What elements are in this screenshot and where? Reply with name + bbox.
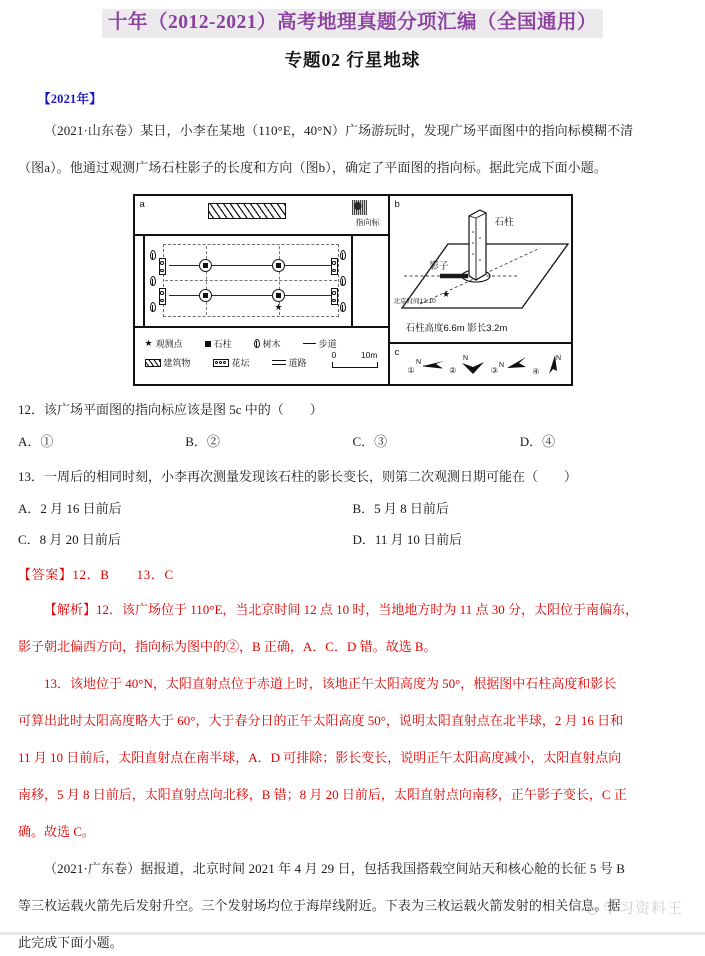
panel-a-legend — [135, 326, 388, 384]
legend-label-road: 道路 — [288, 358, 307, 369]
north-arrow-icon-3 — [499, 354, 529, 376]
panel-b-shadow-label: 影子 — [429, 261, 449, 273]
walkway-lower — [169, 295, 333, 296]
observation-point-star: ★ — [274, 302, 283, 313]
q12-option-d[interactable]: D．④ — [519, 434, 556, 450]
analysis-q13-line-2: 可算出此时太阳高度略大于 60°，大于春分日的正午太阳高度 50°，说明太阳直射点在北半球，2 月 16 日和 — [18, 713, 624, 729]
q12-option-b[interactable]: B．② — [185, 434, 220, 450]
north-arrow-icon-4 — [541, 353, 567, 377]
legend-label-building: 建筑物 — [163, 358, 191, 369]
compass-option-3 — [491, 354, 529, 376]
flowerbed-left-1 — [159, 258, 166, 275]
legend-road — [272, 356, 307, 369]
scale-bar — [332, 350, 378, 368]
tree-left-3 — [150, 302, 156, 312]
legend-tree — [254, 337, 281, 350]
answer-label: 【答案】 — [18, 567, 73, 583]
walkway-upper — [169, 265, 333, 266]
q12-option-c[interactable]: C．③ — [352, 434, 388, 450]
scale-bar-graphic — [332, 362, 378, 368]
line-icon — [303, 343, 316, 344]
exam-figure — [133, 194, 573, 386]
figure-panels-bc — [390, 196, 571, 384]
watermark — [579, 897, 683, 918]
hatch-icon — [145, 359, 161, 367]
compass-option-2 — [449, 354, 487, 376]
legend-walkway — [303, 337, 337, 350]
q13-option-c[interactable]: C．8 月 20 日前后 — [18, 532, 121, 548]
year-tag: 【2021年】 — [38, 92, 102, 107]
legend-label-flowerbed: 花坛 — [231, 358, 250, 369]
figure-panel-a — [135, 196, 390, 384]
passage-2-line-3: 此完成下面小题。 — [18, 935, 123, 951]
passage-2-line-1: （2021·广东卷）据报道，北京时间 2021 年 4 月 29 日，包括我国搭载空间站天和核心舱的长征 5 号 B — [44, 861, 626, 877]
legend-flowerbed — [213, 356, 250, 369]
compass-option-1 — [408, 354, 446, 376]
q13-option-a[interactable]: A．2 月 16 日前后 — [18, 501, 122, 517]
svg-text:N: N — [555, 355, 561, 363]
double-line-icon — [272, 360, 286, 365]
watermark-text: 学习资料王 — [602, 900, 683, 917]
flowerbed-right-1 — [331, 258, 338, 275]
tree-left-2 — [150, 276, 156, 286]
compass-option-4 — [532, 353, 566, 377]
analysis-label: 【解析】 — [44, 602, 97, 618]
passage-2-line-2: 等三枚运载火箭先后发射升空。三个发射场均位于海岸线附近。下表为三枚运载火箭发射的相关信息。据 — [18, 898, 621, 914]
panel-b-letter: b — [394, 199, 400, 211]
analysis-q13-line-4: 南移，5 月 8 日前后，太阳直射点向北移，B 错；8 月 20 日前后，太阳直射点向南移，正午影子变长，C 正 — [18, 787, 627, 803]
panel-a-top-strip — [135, 196, 388, 236]
analysis-q12-line-2: 影子朝北偏西方向，指向标为图中的②，B 正确，A．C．D 错。故选 B。 — [18, 639, 437, 655]
q13-option-d[interactable]: D．11 月 10 日前后 — [352, 532, 463, 548]
q13-option-b[interactable]: B．5 月 8 日前后 — [352, 501, 449, 517]
panel-b-time-label: 北京时间12:10 — [393, 298, 436, 306]
road-right — [351, 236, 353, 326]
analysis-q13-line-5: 确。故选 C。 — [18, 824, 95, 840]
panel-b-pillar-label: 石柱 — [494, 217, 514, 229]
legend-label-walkway: 步道 — [318, 339, 337, 350]
tree-icon — [254, 339, 260, 348]
tree-left-1 — [150, 250, 156, 260]
panel-a-letter: a — [139, 199, 145, 211]
tree-right-1 — [340, 250, 346, 260]
svg-text:N: N — [415, 359, 421, 367]
panel-b-caption: 石柱高度6.6m 影长3.2m — [405, 323, 508, 335]
option-2-number: ② — [449, 366, 457, 376]
question-12-stem: 12．该广场平面图的指向标应该是图 5c 中的（ ） — [18, 402, 323, 418]
document-headline: 十年（2012-2021）高考地理真题分项汇编（全国通用） — [102, 9, 603, 38]
answer-line — [18, 564, 687, 586]
analysis-q12-line-1 — [18, 597, 687, 623]
north-arrow-icon-1 — [416, 354, 446, 376]
analysis-q13-line-3: 11 月 10 日前后，太阳直射点在南半球，A．D 可排除；影长变长，说明正午太阳高度减小，太阳直射点向 — [18, 750, 622, 766]
legend-row-1 — [145, 337, 337, 350]
passage-1-line-2: （图a）。他通过观测广场石柱影子的长度和方向（图b），确定了平面图的指向标。据此完成下面小题。 — [18, 160, 607, 176]
q12-option-a[interactable]: A．① — [18, 434, 54, 450]
legend-row-2 — [145, 356, 307, 369]
scale-numbers — [332, 350, 378, 360]
star-icon: ★ — [144, 338, 153, 349]
analysis-q12-text-1: 12．该广场位于 110°E，当北京时间 12 点 10 时，当地地方时为 11 点 30 分，太阳位于南偏东， — [96, 602, 638, 618]
stone-pillar-4 — [272, 289, 285, 302]
legend-building — [145, 356, 191, 369]
road-left — [143, 236, 145, 326]
option-3-number: ③ — [490, 366, 498, 376]
legend-stone-pillar — [205, 337, 232, 350]
question-13-options-row-1 — [18, 498, 687, 520]
building-symbol — [208, 203, 286, 219]
figure-container — [0, 194, 705, 386]
scale-max: 10m — [360, 350, 378, 361]
answer-text: 12．B 13．C — [72, 567, 174, 583]
question-13-options-row-2 — [18, 529, 687, 551]
document-subtitle: 专题02 行星地球 — [284, 50, 421, 71]
stone-pillar-3 — [199, 289, 212, 302]
figure-panel-b — [390, 196, 571, 344]
blurred-compass-icon — [352, 200, 367, 215]
headline-container — [0, 0, 705, 38]
passage-1-line-1: （2021·山东卷）某日，小李在某地（110°E，40°N）广场游玩时，发现广场平面图中的指向标模糊不清 — [44, 123, 634, 139]
tree-right-2 — [340, 276, 346, 286]
flowerbed-icon — [213, 359, 229, 367]
stone-pillar-1 — [199, 259, 212, 272]
legend-label-pillar: 石柱 — [213, 339, 232, 350]
north-arrow-icon-2 — [457, 354, 487, 376]
option-1-number: ① — [407, 366, 415, 376]
question-13-stem: 13．一周后的相同时刻，小李再次测量发现该石柱的影长变长，则第二次观测日期可能在（ ） — [18, 469, 578, 485]
option-4-number: ④ — [532, 367, 540, 377]
legend-observation-point — [145, 337, 183, 350]
square-icon — [205, 341, 211, 347]
wechat-icon — [579, 900, 597, 915]
legend-label-tree: 树木 — [262, 339, 281, 350]
question-12-options — [18, 431, 687, 453]
svg-text:N: N — [463, 355, 469, 363]
grid-line-h1 — [165, 280, 337, 281]
stone-pillar-2 — [272, 259, 285, 272]
scale-min: 0 — [331, 350, 337, 361]
flowerbed-left-2 — [159, 288, 166, 305]
flowerbed-right-2 — [331, 288, 338, 305]
svg-text:N: N — [498, 362, 504, 370]
compass-options-row — [408, 348, 567, 382]
panel-c-letter: c — [394, 347, 400, 359]
figure-panel-c — [390, 344, 571, 384]
analysis-q13-line-1: 13．该地位于 40°N，太阳直射点位于赤道上时，该地正午太阳高度为 50°，根据图中石柱高度和影长 — [44, 676, 617, 692]
svg-text:★: ★ — [441, 289, 450, 300]
compass-label: 指向标 — [355, 218, 380, 228]
tree-right-3 — [340, 302, 346, 312]
panel-a-plaza-map — [135, 236, 388, 326]
legend-label-observation: 观测点 — [155, 339, 183, 350]
